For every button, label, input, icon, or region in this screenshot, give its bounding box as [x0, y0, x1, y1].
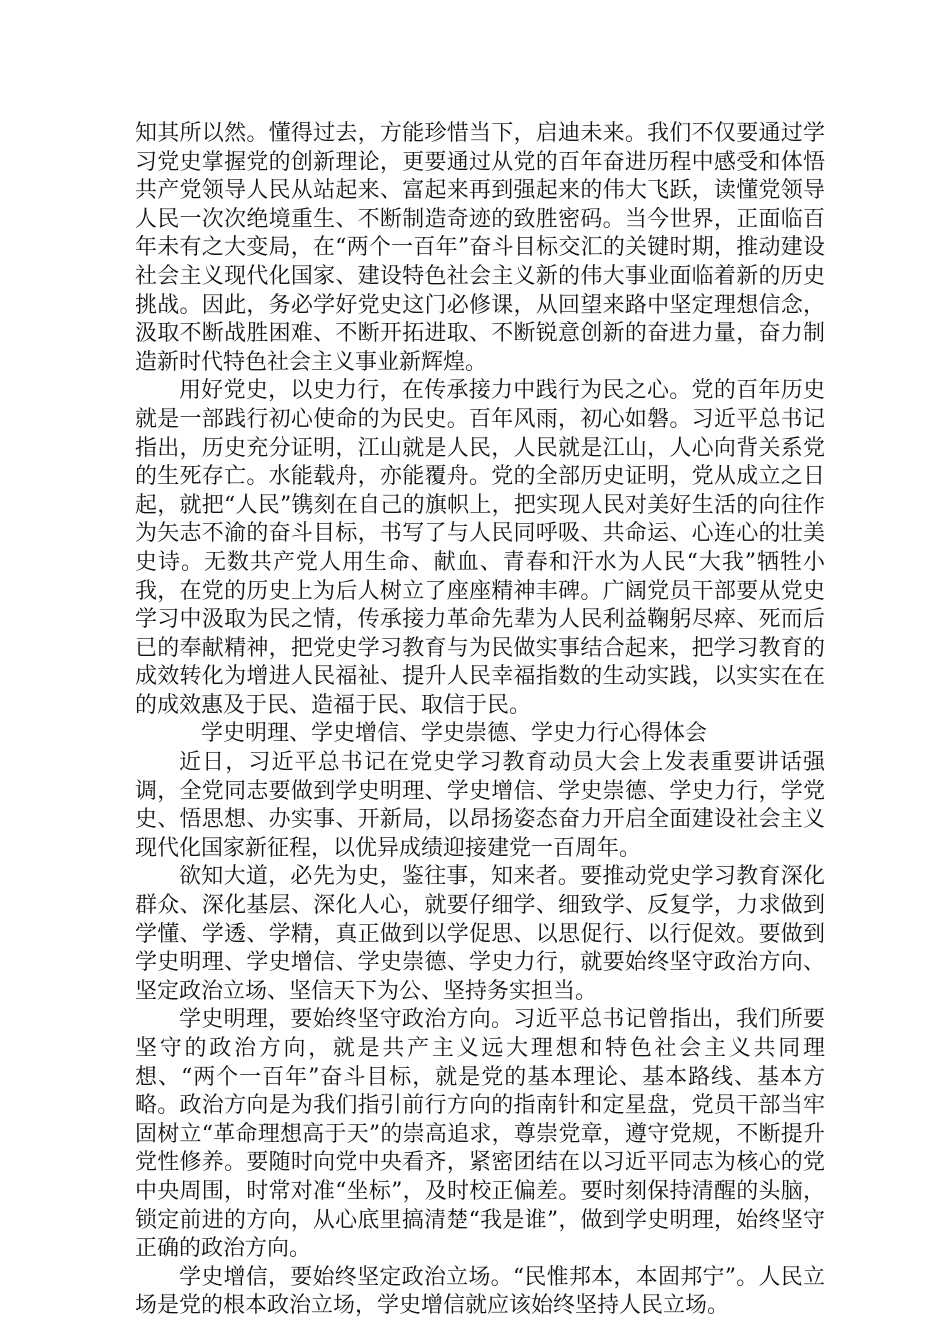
section-heading: 学史明理、学史增信、学史崇德、学史力行心得体会 — [201, 721, 708, 747]
paragraph-continued: 知其所以然。懂得过去，方能珍惜当下，启迪未来。我们不仅要通过学习党史掌握党的创新理论，更要通过从党的百年奋进历程中感受和体悟共产党领导人民从站起来、富起来再到强起来的伟大飞跃，读懂党领导人民一次次绝境重生、不断制造奇迹的致胜密码。当今世界，正面临百年未有之大变局，在“两个一百年”奋斗目标交汇的关键时期，推动建设社会主义现代化国家、建设特色社会主义新的伟大事业面临着新的历史挑战。因此，务必学好党史这门必修课，从回望来路中坚定理想信念，汲取不断战胜困难、不断开拓进取、不断锐意创新的奋进力量，奋力制造新时代特色社会主义事业新辉煌。 — [135, 121, 825, 375]
paragraph-use-party-history: 用好党史，以史力行，在传承接力中践行为民之心。党的百年历史就是一部践行初心使命的为民史。百年风雨，初心如磐。习近平总书记指出，历史充分证明，江山就是人民，人民就是江山，人心向背关系党的生死存亡。水能载舟，亦能覆舟。党的全部历史证明，党从成立之日起，就把“人民”镌刻在自己的旗帜上，把实现人民对美好生活的向往作为矢志不渝的奋斗目标，书写了与人民同呼吸、共命运、心连心的壮美史诗。无数共产党人用生命、献血、青春和汗水为人民“大我”牺牲小我，在党的历史上为后人树立了座座精神丰碑。广阔党员干部要从党史学习中汲取为民之情，传承接力革命先辈为人民利益鞠躬尽瘁、死而后已的奉献精神，把党史学习教育与为民做实事结合起来，把学习教育的成效转化为增进人民福祉、提升人民幸福指数的生动实践，以实实在在的成效惠及于民、造福于民、取信于民。 — [135, 378, 825, 718]
paragraph-political-stance: 学史增信，要始终坚定政治立场。“民惟邦本，本固邦宁”。人民立场是党的根本政治立场，学史增信就应该始终坚持人民立场。 — [135, 1264, 825, 1319]
paragraph-great-way: 欲知大道，必先为史，鉴往事，知来者。要推动党史学习教育深化群众、深化基层、深化人心，就要仔细学、细致学、反复学，力求做到学懂、学透、学精，真正做到以学促思、以思促行、以行促效。要做到学史明理、学史增信、学史崇德、学史力行，就要始终坚守政治方向、坚定政治立场、坚信天下为公、坚持务实担当。 — [135, 864, 825, 1004]
paragraph-recently: 近日，习近平总书记在党史学习教育动员大会上发表重要讲话强调，全党同志要做到学史明理、学史增信、学史崇德、学史力行，学党史、悟思想、办实事、开新局，以昂扬姿态奋力开启全面建设社会主义现代化国家新征程，以优异成绩迎接建党一百周年。 — [135, 750, 825, 861]
paragraph-political-direction: 学史明理，要始终坚守政治方向。习近平总书记曾指出，我们所要坚守的政治方向，就是共产主义远大理想和特色社会主义共同理想、“两个一百年”奋斗目标，就是党的基本理论、基本路线、基本方略。政治方向是为我们指引前行方向的指南针和定星盘，党员干部当牢固树立“革命理想高于天”的崇高追求，尊崇党章，遵守党规，不断提升党性修养。要随时向党中央看齐，紧密团结在以习近平同志为核心的党中央周围，时常对准“坐标”，及时校正偏差。要时刻保持清醒的头脑，锁定前进的方向，从心底里搞清楚“我是谁”，做到学史明理，始终坚守正确的政治方向。 — [135, 1007, 825, 1262]
document-body — [135, 120, 825, 1321]
